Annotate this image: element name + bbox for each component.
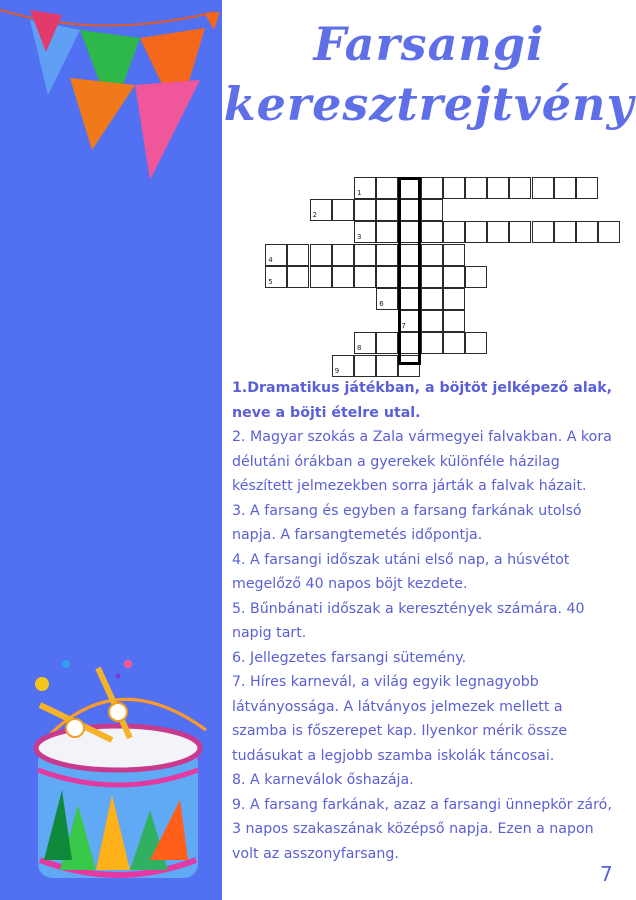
clue-number-label: 3 <box>357 233 362 242</box>
crossword-cell[interactable] <box>421 244 443 266</box>
clue-2: 2. Magyar szokás a Zala vármegyei falvakban. A kora délutáni órákban a gyerekek különféle házilag készített jelmezekben sorra járták a falvak házait. <box>232 429 612 494</box>
clue-number-label: 1 <box>357 189 362 197</box>
crossword-cell[interactable] <box>465 221 487 243</box>
crossword-cell[interactable] <box>265 266 287 288</box>
crossword-cell[interactable] <box>421 221 443 243</box>
crossword-cell[interactable] <box>332 199 354 221</box>
crossword-cell[interactable] <box>465 177 487 199</box>
crossword-cell[interactable] <box>487 177 509 199</box>
clue-number-label: 4 <box>268 255 273 264</box>
crossword-cell[interactable] <box>376 332 398 354</box>
crossword-cell[interactable] <box>376 244 398 266</box>
title-line-1: Farsangi <box>313 17 545 71</box>
crossword-cell[interactable] <box>354 199 376 221</box>
crossword-cell[interactable] <box>487 221 509 243</box>
crossword-cell[interactable] <box>376 355 398 377</box>
clue-9: 9. A farsang farkának, azaz a farsangi ünnepkör záró, 3 napos szakaszának középső napja. Ezen a napon volt az asszonyfarsang. <box>232 796 612 862</box>
title-line-2: keresztrejtvény <box>223 77 635 131</box>
crossword-cell[interactable] <box>354 266 376 288</box>
crossword-cell[interactable] <box>376 288 398 310</box>
crossword-cell[interactable] <box>554 221 576 243</box>
crossword-cell[interactable] <box>332 355 354 377</box>
crossword-cell[interactable] <box>443 266 465 288</box>
clue-number-label: 2 <box>312 211 318 220</box>
crossword-cell[interactable] <box>443 221 465 243</box>
crossword-cell[interactable] <box>376 221 398 243</box>
crossword-cell[interactable] <box>421 310 443 332</box>
crossword-cell[interactable] <box>354 221 376 243</box>
crossword-cell[interactable] <box>421 288 443 310</box>
crossword-cell[interactable] <box>576 221 598 243</box>
crossword-cell[interactable] <box>554 177 576 199</box>
crossword-cell[interactable] <box>532 221 554 243</box>
crossword-cell[interactable] <box>354 355 376 377</box>
crossword-cell[interactable] <box>509 177 531 199</box>
carnival-decoration <box>0 0 222 900</box>
crossword-cell[interactable] <box>576 177 598 199</box>
crossword-cell[interactable] <box>354 244 376 266</box>
crossword-cell[interactable] <box>287 244 309 266</box>
clue-list <box>232 376 622 866</box>
clue-7: 7. Híres karnevál, a világ egyik legnagyobb látványossága. A látványos jelmezek mellett a szamba is főszerepet kap. Ilyenkor mérik össze tudásukat a legjobb szamba iskolák táncosai. <box>232 674 568 764</box>
crossword-cell[interactable] <box>421 177 443 199</box>
clue-number-label: 7 <box>401 322 406 331</box>
crossword-cell[interactable] <box>465 266 487 288</box>
crossword-cell[interactable] <box>421 266 443 288</box>
bunting-flags-icon <box>0 10 220 180</box>
crossword-cell[interactable] <box>532 177 554 199</box>
clue-8: 8. A karneválok őshazája. <box>232 772 414 788</box>
drum-icon <box>35 660 206 878</box>
crossword-cell[interactable] <box>310 244 332 266</box>
crossword-cell[interactable] <box>443 177 465 199</box>
decorative-sidebar <box>0 0 222 900</box>
crossword-cell[interactable] <box>376 199 398 221</box>
clue-number-label: 5 <box>268 277 273 286</box>
crossword-cell[interactable] <box>354 177 376 199</box>
crossword-cell[interactable] <box>332 266 354 288</box>
solution-column <box>398 177 421 365</box>
crossword-cell[interactable] <box>443 310 465 332</box>
crossword-cell[interactable] <box>332 244 354 266</box>
crossword-cell[interactable] <box>443 288 465 310</box>
crossword-cell[interactable] <box>310 199 332 221</box>
crossword-cell[interactable] <box>376 266 398 288</box>
clue-1: 1.Dramatikus játékban, a böjtöt jelképező alak, neve a böjti ételre utal. <box>232 380 613 421</box>
crossword-cell[interactable] <box>443 244 465 266</box>
crossword-cell[interactable] <box>421 199 443 221</box>
crossword-cell[interactable] <box>443 332 465 354</box>
page-number: 7 <box>600 862 613 886</box>
clue-4: 4. A farsangi időszak utáni első nap, a húsvétot megelőző 40 napos böjt kezdete. <box>232 551 570 592</box>
crossword-cell[interactable] <box>598 221 620 243</box>
crossword-cell[interactable] <box>509 221 531 243</box>
crossword-cell[interactable] <box>310 266 332 288</box>
crossword-cell[interactable] <box>465 332 487 354</box>
clue-number-label: 8 <box>357 344 362 353</box>
clue-5: 5. Bűnbánati időszak a keresztények számára. 40 napig tart. <box>232 600 585 641</box>
page-title <box>222 14 636 134</box>
crossword-cell[interactable] <box>354 332 376 354</box>
clue-number-label: 6 <box>379 300 384 308</box>
crossword-cell[interactable] <box>376 177 398 199</box>
crossword-cell[interactable] <box>265 244 287 266</box>
crossword-cell[interactable] <box>421 332 443 354</box>
clue-6: 6. Jellegzetes farsangi sütemény. <box>232 649 467 666</box>
clue-number-label: 9 <box>334 366 340 375</box>
clue-3: 3. A farsang és egyben a farsang farkának utolsó napja. A farsangtemetés időpontja. <box>232 502 582 543</box>
crossword-cell[interactable] <box>287 266 309 288</box>
